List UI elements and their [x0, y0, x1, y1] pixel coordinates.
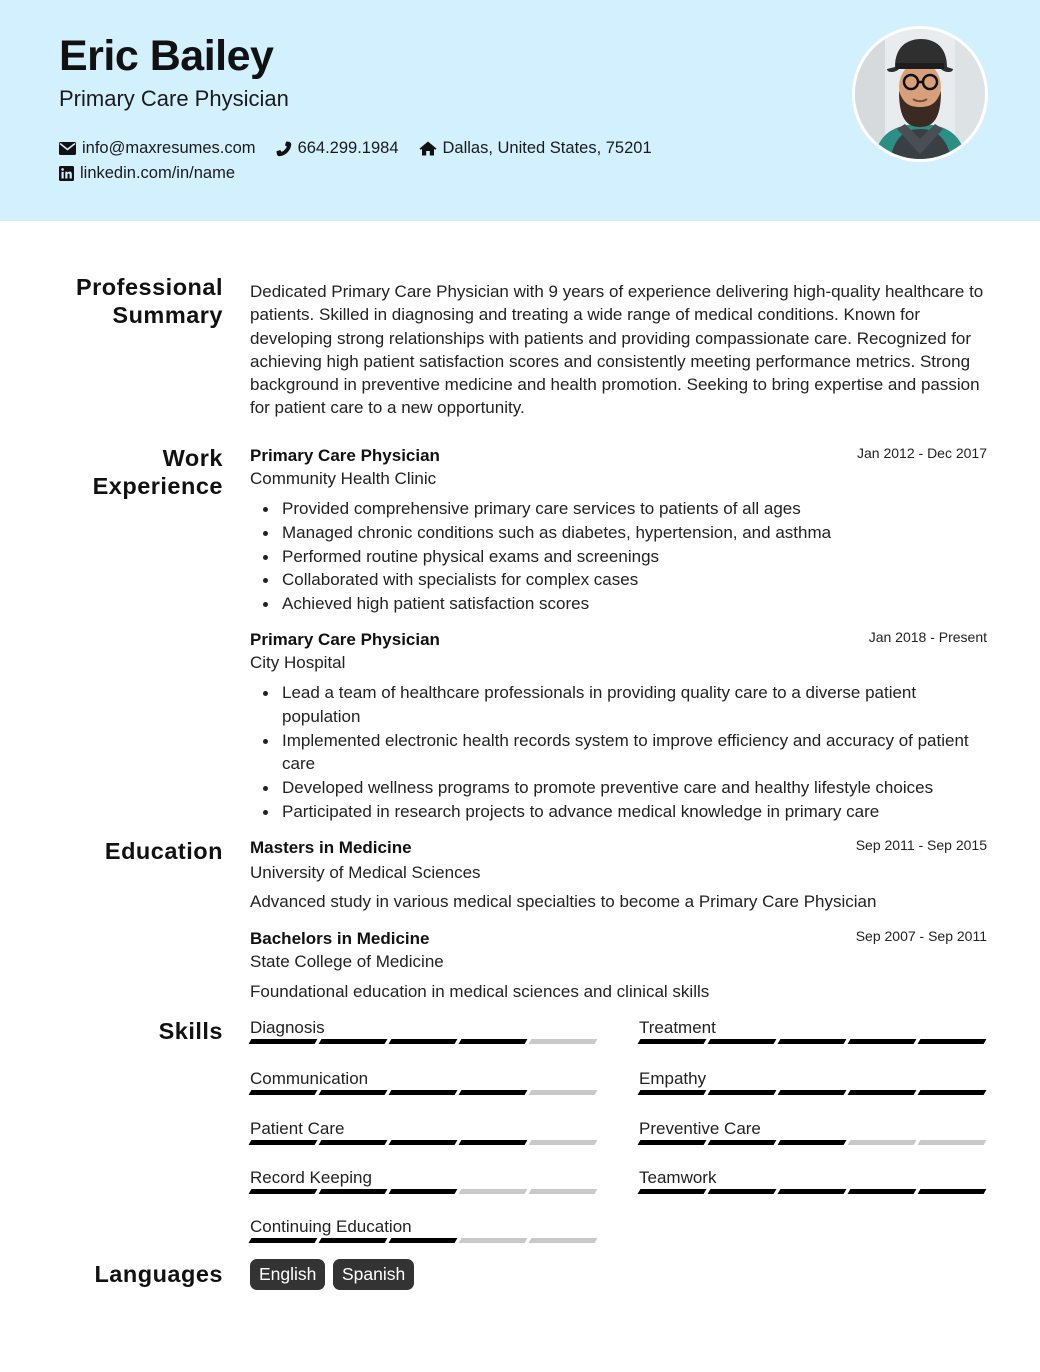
skill-segment-filled	[638, 1189, 707, 1194]
envelope-icon	[59, 142, 76, 155]
email-text: info@maxresumes.com	[82, 139, 256, 157]
skill-name: Preventive Care	[639, 1119, 761, 1138]
section-heading-work	[93, 444, 223, 500]
skill-item	[639, 1069, 987, 1091]
phone-icon	[276, 141, 292, 157]
skill-level-bar	[639, 1189, 989, 1194]
skill-segment-filled	[249, 1238, 318, 1243]
avatar-illustration	[855, 29, 985, 159]
contact-email[interactable]	[59, 139, 256, 158]
skill-level-bar	[639, 1090, 989, 1095]
skill-segment-filled	[319, 1238, 388, 1243]
skill-item	[639, 1119, 987, 1141]
skill-segment-filled	[319, 1039, 388, 1044]
job-bullets	[250, 681, 990, 824]
section-heading-line: Education	[104, 838, 223, 864]
skill-level-bar	[250, 1039, 600, 1044]
skill-item	[639, 1018, 987, 1040]
section-heading-education	[105, 837, 223, 865]
skill-segment-filled	[249, 1090, 318, 1095]
skill-segment-filled	[459, 1039, 528, 1044]
section-heading-line: Summary	[112, 302, 223, 328]
skill-segment-empty	[848, 1140, 917, 1145]
job-title: Primary Care Physician	[250, 630, 440, 649]
job-dates: Jan 2012 - Dec 2017	[857, 445, 987, 461]
skill-segment-filled	[778, 1140, 847, 1145]
skill-segment-filled	[848, 1189, 917, 1194]
skill-segment-filled	[848, 1090, 917, 1095]
skill-segment-filled	[389, 1140, 458, 1145]
linkedin-icon	[59, 166, 74, 181]
skill-item	[250, 1069, 598, 1091]
edu-dates: Sep 2011 - Sep 2015	[855, 837, 987, 853]
skill-name: Continuing Education	[250, 1217, 412, 1236]
section-heading-line: Languages	[94, 1261, 223, 1287]
skill-segment-filled	[708, 1140, 777, 1145]
contact-phone[interactable]	[276, 139, 399, 158]
skill-name: Teamwork	[639, 1168, 717, 1187]
candidate-name: Eric Bailey	[59, 32, 274, 80]
list-item: Managed chronic conditions such as diabetes, hypertension, and asthma	[250, 521, 990, 545]
skill-segment-filled	[708, 1039, 777, 1044]
skill-segment-filled	[918, 1090, 987, 1095]
edu-school: State College of Medicine	[250, 952, 444, 971]
skill-name: Treatment	[639, 1018, 716, 1037]
skill-item	[250, 1018, 598, 1040]
edu-description: Advanced study in various medical specialties to become a Primary Care Physician	[250, 892, 877, 911]
language-chip: English	[250, 1259, 325, 1290]
list-item: Implemented electronic health records system to improve efficiency and accuracy of patient care	[250, 729, 990, 777]
skill-segment-filled	[389, 1189, 458, 1194]
edu-school: University of Medical Sciences	[250, 863, 481, 882]
skill-segment-filled	[319, 1189, 388, 1194]
skill-segment-filled	[778, 1039, 847, 1044]
skill-item	[250, 1119, 598, 1141]
skill-segment-filled	[459, 1090, 528, 1095]
skill-level-bar	[250, 1140, 600, 1145]
job-dates: Jan 2018 - Present	[868, 629, 987, 645]
skill-name: Patient Care	[250, 1119, 345, 1138]
skill-name: Communication	[250, 1069, 369, 1088]
language-chip: Spanish	[333, 1259, 414, 1290]
skill-level-bar	[250, 1090, 600, 1095]
skill-segment-filled	[708, 1090, 777, 1095]
skill-segment-filled	[778, 1090, 847, 1095]
list-item: Achieved high patient satisfaction scores	[250, 592, 990, 616]
skill-segment-filled	[918, 1039, 987, 1044]
skill-segment-filled	[848, 1039, 917, 1044]
skill-segment-filled	[249, 1189, 318, 1194]
skill-segment-filled	[389, 1039, 458, 1044]
section-heading-languages	[94, 1260, 223, 1288]
skill-name: Record Keeping	[250, 1168, 372, 1187]
list-item: Performed routine physical exams and screenings	[250, 545, 990, 569]
skill-segment-empty	[529, 1039, 598, 1044]
skill-level-bar	[250, 1189, 600, 1194]
skill-segment-filled	[459, 1140, 528, 1145]
section-heading-skills	[159, 1017, 223, 1045]
skill-item	[639, 1168, 987, 1190]
skill-segment-filled	[319, 1090, 388, 1095]
contact-row	[59, 139, 672, 158]
home-icon	[419, 141, 437, 156]
edu-dates: Sep 2007 - Sep 2011	[855, 928, 987, 944]
skill-level-bar	[639, 1039, 989, 1044]
list-item: Lead a team of healthcare professionals in providing quality care to a diverse patient population	[250, 681, 990, 729]
list-item: Provided comprehensive primary care services to patients of all ages	[250, 497, 990, 521]
skill-name: Empathy	[639, 1069, 707, 1088]
skill-segment-filled	[638, 1039, 707, 1044]
skill-segment-empty	[918, 1140, 987, 1145]
phone-text: 664.299.1984	[297, 139, 399, 157]
skill-item	[250, 1168, 598, 1190]
section-heading-line: Work	[162, 445, 223, 471]
skill-segment-filled	[638, 1090, 707, 1095]
skill-segment-filled	[249, 1140, 318, 1145]
skill-segment-empty	[529, 1090, 598, 1095]
skill-segment-empty	[459, 1238, 528, 1243]
edu-degree: Masters in Medicine	[250, 838, 412, 857]
edu-degree: Bachelors in Medicine	[250, 929, 430, 948]
linkedin-text: linkedin.com/in/name	[80, 164, 235, 182]
skill-segment-empty	[529, 1140, 598, 1145]
skill-name: Diagnosis	[250, 1018, 325, 1037]
job-title: Primary Care Physician	[250, 446, 440, 465]
profile-photo	[852, 26, 988, 162]
list-item: Developed wellness programs to promote preventive care and healthy lifestyle choices	[250, 776, 990, 800]
skill-segment-filled	[389, 1238, 458, 1243]
skill-segment-filled	[778, 1189, 847, 1194]
skill-segment-filled	[319, 1140, 388, 1145]
edu-description: Foundational education in medical sciences and clinical skills	[250, 982, 710, 1001]
list-item: Collaborated with specialists for complex cases	[250, 568, 990, 592]
resume-header	[0, 0, 1040, 221]
skill-segment-filled	[638, 1140, 707, 1145]
contact-location	[419, 139, 652, 158]
skill-segment-empty	[529, 1189, 598, 1194]
section-heading-line: Professional	[75, 274, 223, 300]
skill-level-bar	[639, 1140, 989, 1145]
contact-linkedin[interactable]	[59, 164, 235, 183]
list-item: Participated in research projects to advance medical knowledge in primary care	[250, 800, 990, 824]
location-text: Dallas, United States, 75201	[442, 139, 652, 157]
section-heading-summary	[76, 273, 223, 329]
section-heading-line: Skills	[158, 1018, 223, 1044]
job-org: Community Health Clinic	[250, 469, 437, 488]
skill-segment-filled	[389, 1090, 458, 1095]
skill-segment-empty	[459, 1189, 528, 1194]
job-bullets	[250, 497, 990, 616]
skill-segment-filled	[708, 1189, 777, 1194]
skill-level-bar	[250, 1238, 600, 1243]
skill-item	[250, 1217, 598, 1239]
job-org: City Hospital	[250, 653, 346, 672]
skill-segment-filled	[918, 1189, 987, 1194]
section-heading-line: Experience	[92, 473, 223, 499]
skill-segment-filled	[249, 1039, 318, 1044]
summary-text: Dedicated Primary Care Physician with 9 years of experience delivering high-quality healthcare to patients. Skilled in diagnosing and treating a wide range of medical conditions. Known for developing strong relationships with patients and providing compassionate care. Recognized for achieving high patient satisfaction scores and consistently meeting performance metrics. Strong background in preventive medicine and health promotion. Seeking to bring expertise and passion for patient care to a new opportunity.	[250, 282, 984, 418]
contact-row-2	[59, 164, 255, 183]
skill-segment-empty	[529, 1238, 598, 1243]
candidate-title: Primary Care Physician	[59, 86, 289, 111]
